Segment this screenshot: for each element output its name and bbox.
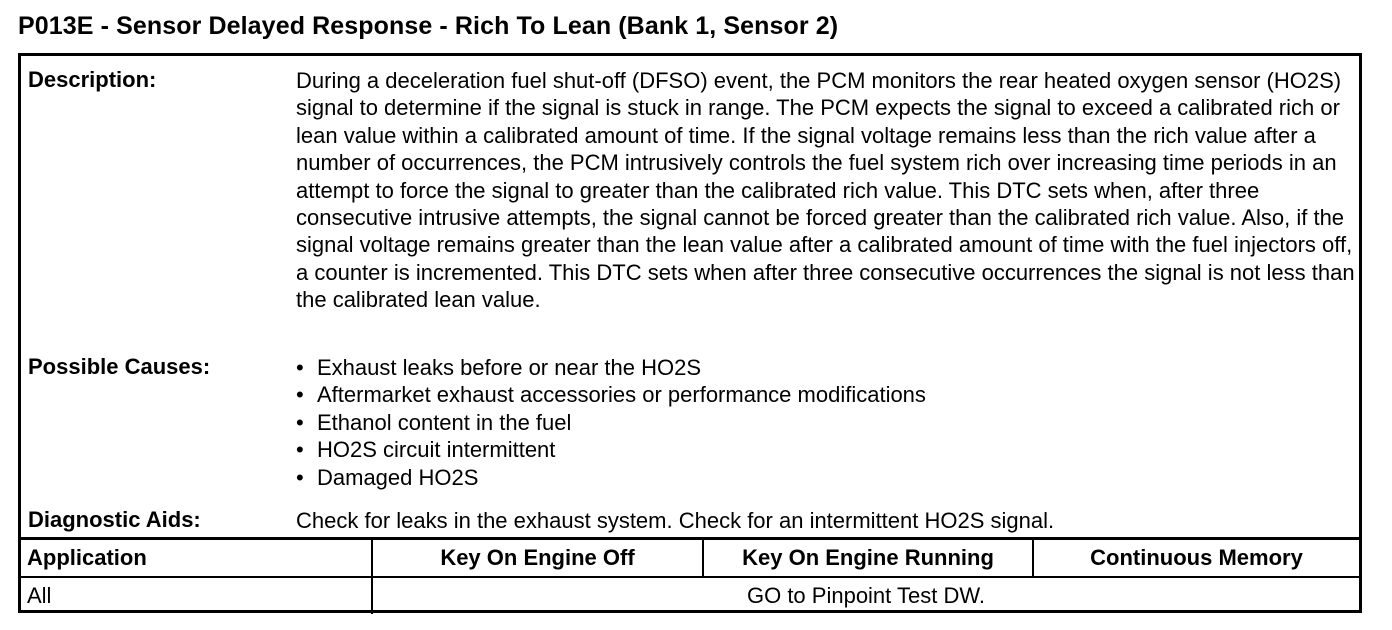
bullet-icon: • [296, 409, 304, 435]
table-header-row [21, 539, 1359, 578]
cause-text: Ethanol content in the fuel [317, 409, 572, 435]
column-header-koeo: Key On Engine Off [372, 539, 703, 578]
cause-text: HO2S circuit intermittent [317, 437, 556, 463]
list-item [296, 409, 1356, 436]
list-item [296, 436, 1356, 463]
table-row [21, 577, 1359, 614]
bullet-icon: • [296, 437, 304, 463]
possible-causes-label: Possible Causes: [28, 354, 211, 379]
cause-text: Damaged HO2S [317, 464, 479, 490]
pinpoint-test-cell: GO to Pinpoint Test DW. [372, 577, 1359, 614]
diagnostic-aids-label: Diagnostic Aids: [28, 507, 201, 532]
dtc-info-box [18, 53, 1362, 613]
description-label: Description: [28, 67, 157, 92]
list-item [296, 381, 1356, 408]
column-header-koer: Key On Engine Running [703, 539, 1033, 578]
cause-text: Aftermarket exhaust accessories or performance modifications [317, 382, 926, 408]
cause-text: Exhaust leaks before or near the HO2S [317, 355, 701, 380]
column-header-application: Application [21, 539, 372, 578]
application-cell: All [21, 577, 372, 614]
diagnostic-aids-text: Check for leaks in the exhaust system. Check for an intermittent HO2S signal. [296, 508, 1055, 533]
list-item [296, 354, 1356, 381]
list-item [296, 464, 1356, 491]
bullet-icon: • [296, 464, 304, 490]
bullet-icon: • [296, 355, 304, 380]
possible-causes-list [296, 354, 1356, 491]
bullet-icon: • [296, 382, 304, 408]
page-title: P013E - Sensor Delayed Response - Rich To Lean (Bank 1, Sensor 2) [18, 12, 839, 40]
description-text: During a deceleration fuel shut-off (DFSO) event, the PCM monitors the rear heated oxygen sensor (HO2S) signal to determine if the signal is stuck in range. The PCM expects the signal to exceed a calibrated rich or lean value within a calibrated amount of time. If the signal voltage remains less than the rich value after a number of occurrences, the PCM intrusively controls the fuel system rich over increasing time periods in an attempt to force the signal to greater than the calibrated rich value. This DTC sets when, after three consecutive intrusive attempts, the signal cannot be forced greater than the calibrated rich value. Also, if the signal voltage remains greater than the lean value after a calibrated amount of time with the fuel injectors off, a counter is incremented. This DTC sets when after three consecutive occurrences the signal is not less than the calibrated lean value. [296, 68, 1355, 313]
column-header-continuous-memory: Continuous Memory [1033, 539, 1359, 578]
test-table [21, 537, 1359, 614]
